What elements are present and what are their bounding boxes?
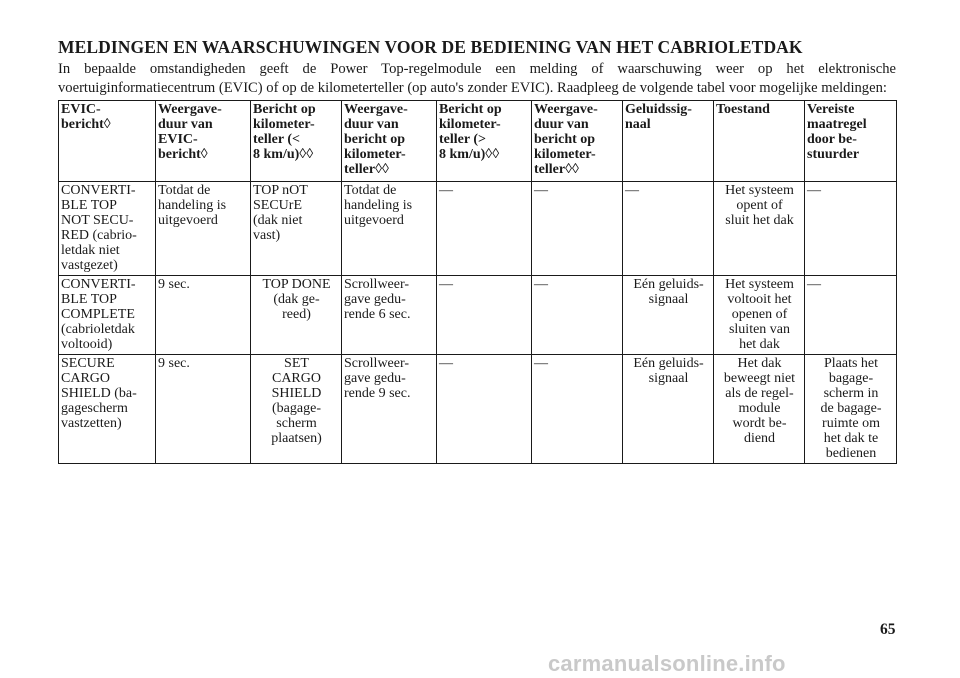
table-cell-text: Het systeem opent of sluit het dak (725, 183, 794, 228)
table-cell-text: Het systeem voltooit het openen of sluiten van het dak (725, 277, 794, 352)
header-odometer-duration-low: Weergave- duur van bericht op kilometer- teller◊◊ (342, 101, 437, 182)
table-cell (714, 276, 805, 355)
table-cell: — (532, 355, 623, 464)
table-cell-text: Eén geluids- signaal (633, 356, 704, 386)
table-cell (623, 355, 714, 464)
table-cell: 9 sec. (156, 276, 251, 355)
table-row (59, 182, 897, 276)
table-cell (251, 276, 342, 355)
header-evic-duration: Weergave- duur van EVIC- bericht◊ (156, 101, 251, 182)
messages-table (58, 100, 897, 464)
document-page (58, 36, 896, 464)
header-driver-action: Vereiste maatregel door be- stuurder (805, 101, 897, 182)
site-watermark: carmanualsonline.info (548, 651, 786, 676)
table-cell: — (437, 355, 532, 464)
table-row (59, 276, 897, 355)
table-header-row (59, 101, 897, 182)
table-cell: SECURE CARGO SHIELD (ba- gagescherm vastzetten) (59, 355, 156, 464)
header-condition: Toestand (714, 101, 805, 182)
table-cell (714, 355, 805, 464)
table-cell: — (437, 276, 532, 355)
table-cell (623, 276, 714, 355)
table-cell (714, 182, 805, 276)
page-number: 65 (880, 621, 896, 638)
table-row (59, 355, 897, 464)
header-odometer-message-low: Bericht op kilometer- teller (< 8 km/u)◊◊ (251, 101, 342, 182)
table-cell: CONVERTI- BLE TOP COMPLETE (cabrioletdak voltooid) (59, 276, 156, 355)
table-cell-text: Plaats het bagage- scherm in de bagage- ruimte om het dak te bedienen (820, 356, 882, 461)
table-cell: TOP nOT SECUrE (dak niet vast) (251, 182, 342, 276)
table-cell: Totdat de handeling is uitgevoerd (156, 182, 251, 276)
table-cell: — (805, 182, 897, 276)
table-cell: Scrollweer- gave gedu- rende 6 sec. (342, 276, 437, 355)
header-evic-message: EVIC- bericht◊ (59, 101, 156, 182)
table-cell-text: TOP DONE (dak ge- reed) (262, 277, 331, 322)
table-cell: — (532, 276, 623, 355)
intro-paragraph: In bepaalde omstandigheden geeft de Power Top-regelmodule een melding of waarschuwing weer op het elektronische voertuiginformatiecentrum (EVIC) of op de kilometerteller (op auto's zonder EVIC). Raadpleeg de volgende tabel voor mogelijke meldingen: (58, 61, 896, 96)
table-cell: 9 sec. (156, 355, 251, 464)
table-cell: — (532, 182, 623, 276)
table-cell: — (437, 182, 532, 276)
table-cell: Totdat de handeling is uitgevoerd (342, 182, 437, 276)
section-heading: MELDINGEN EN WAARSCHUWINGEN VOOR DE BEDIENING VAN HET CABRIOLETDAK (58, 37, 803, 57)
table-cell-text: Eén geluids- signaal (633, 277, 704, 307)
table-cell (805, 355, 897, 464)
header-chime: Geluidssig- naal (623, 101, 714, 182)
table-cell: — (623, 182, 714, 276)
table-cell-text: SET CARGO SHIELD (bagage- scherm plaatsen) (271, 356, 322, 446)
table-cell-text: Het dak beweegt niet als de regel- module wordt be- diend (723, 356, 796, 446)
header-odometer-duration-high: Weergave- duur van bericht op kilometer- teller◊◊ (532, 101, 623, 182)
table-cell: Scrollweer- gave gedu- rende 9 sec. (342, 355, 437, 464)
table-cell: — (805, 276, 897, 355)
table-cell: CONVERTI- BLE TOP NOT SECU- RED (cabrio- letdak niet vastgezet) (59, 182, 156, 276)
header-odometer-message-high: Bericht op kilometer- teller (> 8 km/u)◊◊ (437, 101, 532, 182)
table-cell (251, 355, 342, 464)
